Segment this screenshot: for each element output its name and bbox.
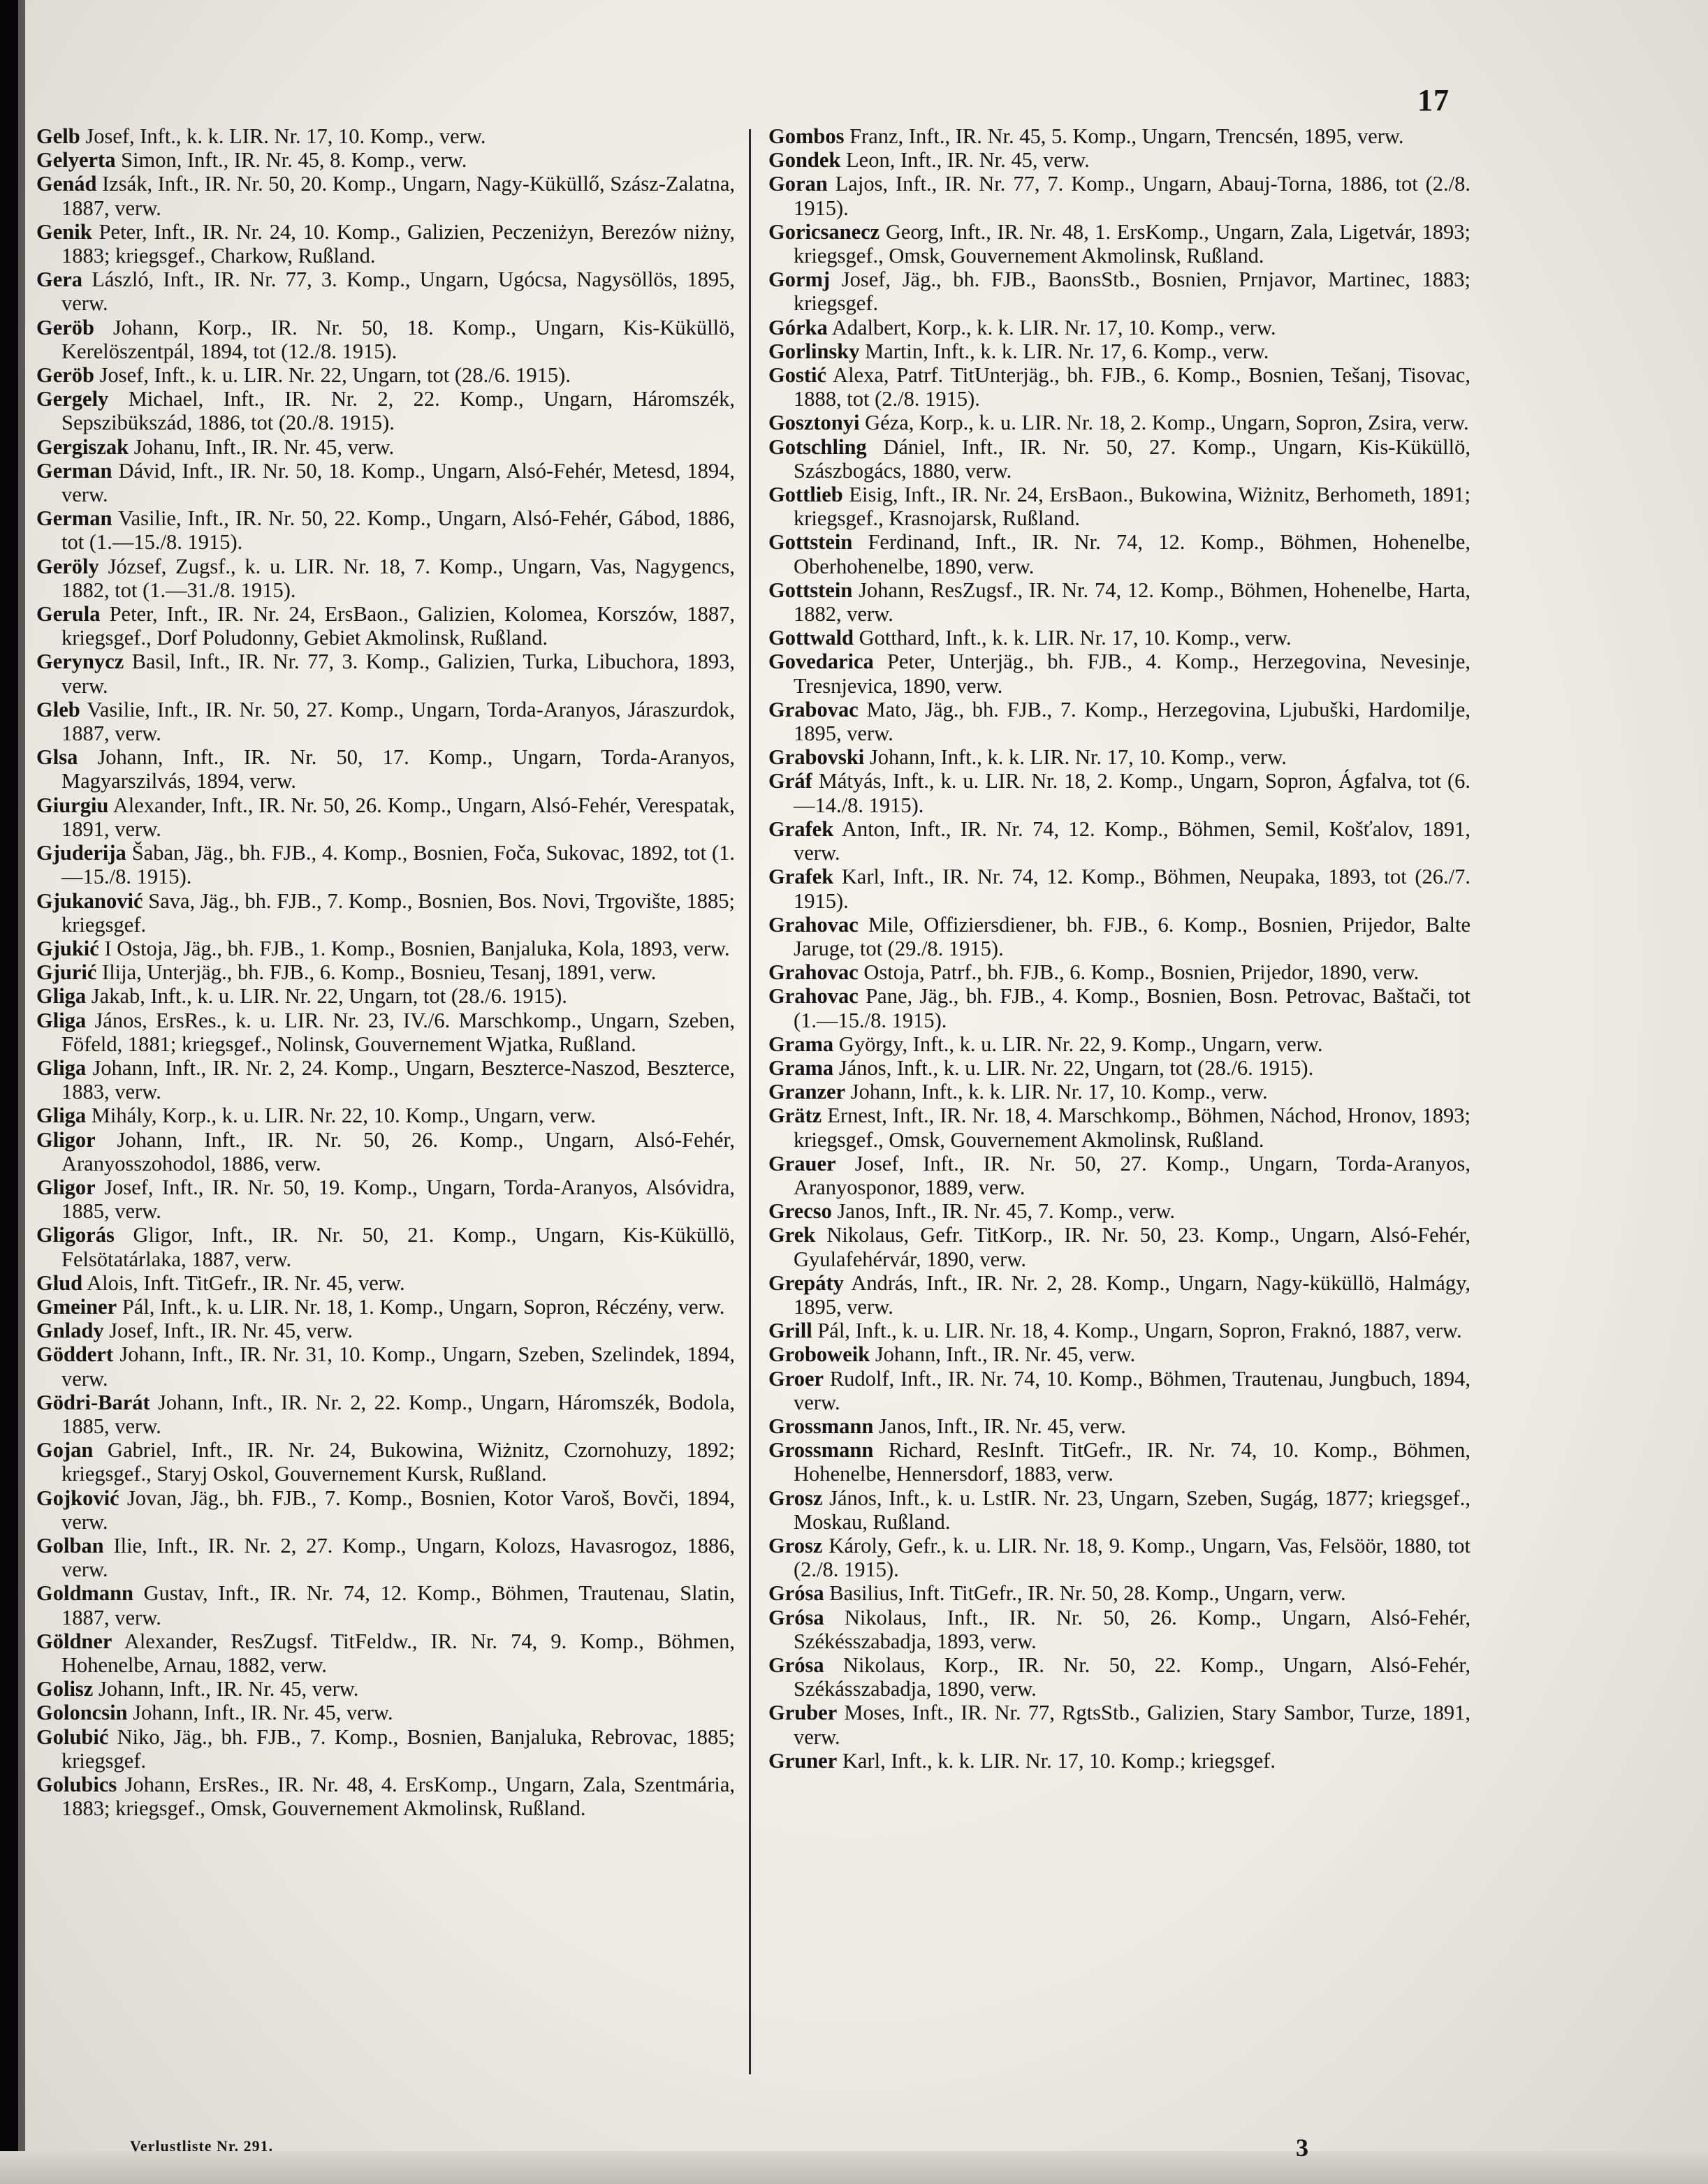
entry-details: Adalbert, Korp., k. k. LIR. Nr. 17, 10. Komp., verw. xyxy=(831,315,1276,339)
casualty-entry xyxy=(768,267,1470,315)
entry-surname: Goran xyxy=(768,172,828,196)
casualty-entry xyxy=(768,1056,1470,1080)
casualty-entry xyxy=(36,1319,735,1342)
entry-details: Basilius, Inft. TitGefr., IR. Nr. 50, 28. Komp., Ungarn, verw. xyxy=(829,1581,1346,1606)
entry-details: Lajos, Inft., IR. Nr. 77, 7. Komp., Ungarn, Abauj-Torna, 1886, tot (2./8. 1915). xyxy=(794,172,1470,220)
casualty-entry xyxy=(36,1056,735,1104)
entry-surname: Gruber xyxy=(768,1701,838,1725)
casualty-entry xyxy=(768,435,1470,483)
entry-details: Gustav, Inft., IR. Nr. 74, 12. Komp., Böhmen, Trautenau, Slatin, 1887, verw. xyxy=(61,1581,735,1629)
entry-surname: Govedarica xyxy=(768,650,874,674)
entry-surname: Gondek xyxy=(768,148,841,173)
casualty-entry xyxy=(768,578,1470,626)
entry-surname: Goricsanecz xyxy=(768,219,880,244)
entry-surname: Grabovac xyxy=(768,697,859,721)
entry-details: Jakab, Inft., k. u. LIR. Nr. 22, Ungarn, tot (28./6. 1915). xyxy=(91,984,567,1009)
casualty-entry xyxy=(36,889,735,937)
entry-surname: Grill xyxy=(768,1319,812,1343)
entry-surname: Gojković xyxy=(36,1486,119,1510)
casualty-entry xyxy=(768,220,1470,267)
entry-surname: Grahovac xyxy=(768,960,859,985)
casualty-entry xyxy=(768,960,1470,984)
casualty-entry xyxy=(768,1414,1470,1438)
entry-details: Ilie, Inft., IR. Nr. 2, 27. Komp., Ungarn, Kolozs, Havasrogoz, 1886, verw. xyxy=(61,1533,735,1582)
casualty-entry xyxy=(768,698,1470,745)
entry-details: Johann, Korp., IR. Nr. 50, 18. Komp., Ungarn, Kis-Küküllö, Kerelöszentpál, 1894, tot (12./8. 1915). xyxy=(61,315,736,363)
casualty-entry xyxy=(768,1080,1470,1104)
entry-surname: Groboweik xyxy=(768,1342,870,1367)
entry-surname: Gelb xyxy=(36,124,80,148)
casualty-entry xyxy=(768,316,1470,339)
casualty-entry xyxy=(768,363,1470,411)
entry-surname: Gormj xyxy=(768,267,831,292)
entry-surname: Gergiszak xyxy=(36,434,129,459)
entry-details: Basil, Inft., IR. Nr. 77, 3. Komp., Galizien, Turka, Libuchora, 1893, verw. xyxy=(61,650,735,698)
entry-details: Johann, Inft., IR. Nr. 2, 24. Komp., Ungarn, Beszterce-Naszod, Beszterce, 1883, verw. xyxy=(61,1055,735,1104)
casualty-entry xyxy=(768,172,1470,219)
entry-surname: Gjuderija xyxy=(36,841,126,865)
casualty-entry xyxy=(36,267,735,315)
entry-details: Rudolf, Inft., IR. Nr. 74, 10. Komp., Böhmen, Trautenau, Jungbuch, 1894, verw. xyxy=(794,1366,1470,1414)
entry-surname: Gostić xyxy=(768,363,827,388)
entry-details: Johann, ResZugsf., IR. Nr. 74, 12. Komp., Böhmen, Hohenelbe, Harta, 1882, verw. xyxy=(794,578,1470,626)
casualty-entry xyxy=(36,960,735,984)
entry-surname: Grauer xyxy=(768,1151,836,1175)
casualty-entry xyxy=(768,865,1470,912)
entry-details: Johann, Inft., IR. Nr. 31, 10. Komp., Ungarn, Szeben, Szelindek, 1894, verw. xyxy=(61,1342,735,1391)
entry-surname: Gelyerta xyxy=(36,148,116,173)
entry-details: Ilija, Unterjäg., bh. FJB., 6. Komp., Bosnieu, Tesanj, 1891, verw. xyxy=(102,960,657,985)
entry-details: Michael, Inft., IR. Nr. 2, 22. Komp., Ungarn, Háromszék, Sepszibükszád, 1886, tot (20./8. 1915). xyxy=(61,387,736,435)
casualty-entry xyxy=(36,1223,735,1270)
casualty-entry xyxy=(36,124,735,148)
entry-details: András, Inft., IR. Nr. 2, 28. Komp., Ungarn, Nagy-küküllö, Halmágy, 1895, verw. xyxy=(794,1270,1470,1319)
entry-details: Johann, Inft., IR. Nr. 2, 22. Komp., Ungarn, Háromszék, Bodola, 1885, verw. xyxy=(61,1390,735,1438)
entry-details: Dávid, Inft., IR. Nr. 50, 18. Komp., Ungarn, Alsó-Fehér, Metesd, 1894, verw. xyxy=(61,458,736,507)
casualty-entry xyxy=(768,148,1470,172)
entry-details: Peter, Inft., IR. Nr. 24, 10. Komp., Galizien, Peczeniżyn, Berezów niżny, 1883; kriegsgef., Charkow, Rußland. xyxy=(61,219,735,268)
casualty-entry xyxy=(768,1486,1470,1534)
entry-surname: Genik xyxy=(36,219,92,244)
casualty-entry xyxy=(36,1677,735,1701)
scan-border-bottom xyxy=(0,2151,1708,2184)
entry-details: I Ostoja, Jäg., bh. FJB., 1. Komp., Bosnien, Banjaluka, Kola, 1893, verw. xyxy=(104,936,730,960)
casualty-entry xyxy=(36,1581,735,1629)
casualty-entry xyxy=(768,769,1470,816)
casualty-entry xyxy=(768,411,1470,434)
entry-surname: Gligorás xyxy=(36,1223,115,1247)
entry-details: Pane, Jäg., bh. FJB., 4. Komp., Bosnien, Bosn. Petrovac, Baštači, tot (1.—15./8. 1915). xyxy=(794,984,1470,1032)
entry-surname: Grossmann xyxy=(768,1414,874,1438)
casualty-entry xyxy=(768,1319,1470,1342)
entry-details: Anton, Inft., IR. Nr. 74, 12. Komp., Böhmen, Semil, Košťalov, 1891, verw. xyxy=(794,816,1470,865)
entry-details: Niko, Jäg., bh. FJB., 7. Komp., Bosnien, Banjaluka, Rebrovac, 1885; kriegsgef. xyxy=(61,1724,736,1773)
entry-details: József, Zugsf., k. u. LIR. Nr. 18, 7. Komp., Ungarn, Vas, Nagygencs, 1882, tot (1.—31./8. 1915). xyxy=(61,554,735,602)
entry-details: Josef, Inft., IR. Nr. 45, verw. xyxy=(109,1319,353,1343)
entry-details: Šaban, Jäg., bh. FJB., 4. Komp., Bosnien, Foča, Sukovac, 1892, tot (1.—15./8. 1915). xyxy=(61,841,735,889)
casualty-entry xyxy=(768,1606,1470,1653)
entry-details: Gotthard, Inft., k. k. LIR. Nr. 17, 10. Komp., verw. xyxy=(859,626,1292,650)
entry-details: Johann, Inft., IR. Nr. 45, verw. xyxy=(98,1677,359,1701)
entry-details: Georg, Inft., IR. Nr. 48, 1. ErsKomp., Ungarn, Zala, Ligetvár, 1893; kriegsgef., Omsk, Gouvernement Akmolinsk, Rußland. xyxy=(794,219,1471,268)
casualty-entry xyxy=(36,506,735,554)
entry-surname: Gotschling xyxy=(768,434,867,459)
casualty-entry xyxy=(768,1367,1470,1414)
entry-surname: Geröb xyxy=(36,363,95,388)
entry-details: Moses, Inft., IR. Nr. 77, RgtsStb., Galizien, Stary Sambor, Turze, 1891, verw. xyxy=(794,1701,1471,1749)
casualty-entry xyxy=(36,1009,735,1056)
entry-surname: Grósa xyxy=(768,1605,824,1629)
entry-surname: Gombos xyxy=(768,124,845,148)
entry-surname: Gödri-Barát xyxy=(36,1390,150,1414)
entry-surname: Göldner xyxy=(36,1629,112,1653)
entry-surname: Grósa xyxy=(768,1653,824,1677)
entry-surname: Glsa xyxy=(36,745,78,770)
casualty-entry xyxy=(768,745,1470,769)
casualty-entry xyxy=(768,984,1470,1032)
entry-surname: Grabovski xyxy=(768,745,865,770)
casualty-entry xyxy=(36,1128,735,1175)
page-number: 17 xyxy=(1417,83,1450,117)
casualty-entry xyxy=(36,1773,735,1820)
casualty-entry xyxy=(768,1581,1470,1605)
entry-surname: Gmeiner xyxy=(36,1294,117,1319)
entry-details: János, Inft., k. u. LIR. Nr. 22, Ungarn, tot (28./6. 1915). xyxy=(838,1055,1314,1080)
casualty-entry xyxy=(768,530,1470,578)
entry-details: Johann, Inft., IR. Nr. 50, 17. Komp., Ungarn, Torda-Aranyos, Magyarszilvás, 1894, verw. xyxy=(61,745,735,793)
entry-details: Gligor, Inft., IR. Nr. 50, 21. Komp., Ungarn, Kis-Küküllö, Felsötatárlaka, 1887, verw. xyxy=(61,1223,735,1271)
casualty-entry xyxy=(768,1223,1470,1270)
casualty-entry xyxy=(768,913,1470,960)
entry-details: Sava, Jäg., bh. FJB., 7. Komp., Bosnien, Bos. Novi, Trgovište, 1885; kriegsgef. xyxy=(61,888,736,937)
casualty-entry xyxy=(768,1749,1470,1773)
casualty-entry xyxy=(36,698,735,745)
entry-surname: Gliga xyxy=(36,1104,87,1128)
casualty-entry xyxy=(768,1104,1470,1151)
entry-surname: Grahovac xyxy=(768,912,859,937)
scan-border-shadow xyxy=(18,0,25,2184)
entry-details: Peter, Inft., IR. Nr. 24, ErsBaon., Galizien, Kolomea, Korszów, 1887, kriegsgef., Dorf Poludonny, Gebiet Akmolinsk, Rußland. xyxy=(61,602,736,650)
right-column xyxy=(768,124,1470,1773)
entry-details: Pál, Inft., k. u. LIR. Nr. 18, 1. Komp., Ungarn, Sopron, Réczény, verw. xyxy=(122,1294,725,1319)
entry-surname: Grek xyxy=(768,1223,816,1247)
casualty-entry xyxy=(768,1701,1470,1748)
entry-surname: Groer xyxy=(768,1366,824,1391)
entry-surname: Gottstein xyxy=(768,578,853,602)
entry-details: Géza, Korp., k. u. LIR. Nr. 18, 2. Komp., Ungarn, Sopron, Zsira, verw. xyxy=(865,411,1469,435)
entry-surname: Goloncsin xyxy=(36,1701,128,1725)
entry-surname: Grama xyxy=(768,1032,834,1056)
entry-surname: Gliga xyxy=(36,1008,87,1032)
casualty-entry xyxy=(36,1534,735,1581)
entry-details: Vasilie, Inft., IR. Nr. 50, 22. Komp., Ungarn, Alsó-Fehér, Gábod, 1886, tot (1.—15./8. 1915). xyxy=(61,506,736,555)
entry-surname: Geröb xyxy=(36,315,95,339)
casualty-entry xyxy=(36,220,735,267)
entry-details: Janos, Inft., IR. Nr. 45, verw. xyxy=(878,1414,1126,1438)
entry-details: Nikolaus, Korp., IR. Nr. 50, 22. Komp., Ungarn, Alsó-Fehér, Székásszabadja, 1890, verw. xyxy=(794,1653,1470,1701)
entry-surname: Gojan xyxy=(36,1438,94,1463)
casualty-entry xyxy=(768,124,1470,148)
entry-surname: Gráf xyxy=(768,769,812,793)
casualty-entry xyxy=(768,1653,1470,1701)
entry-details: Ostoja, Patrf., bh. FJB., 6. Komp., Bosnien, Prijedor, 1890, verw. xyxy=(863,960,1419,985)
entry-details: Ferdinand, Inft., IR. Nr. 74, 12. Komp., Böhmen, Hohenelbe, Oberhohenelbe, 1890, verw. xyxy=(794,530,1470,578)
casualty-entry xyxy=(36,148,735,172)
entry-surname: Gjukanović xyxy=(36,888,143,913)
entry-details: György, Inft., k. u. LIR. Nr. 22, 9. Komp., Ungarn, verw. xyxy=(838,1032,1323,1056)
entry-details: Josef, Inft., k. k. LIR. Nr. 17, 10. Komp., verw. xyxy=(85,124,486,148)
entry-surname: Gergely xyxy=(36,387,109,411)
entry-details: Mato, Jäg., bh. FJB., 7. Komp., Herzegovina, Ljubuški, Hardomilje, 1895, verw. xyxy=(794,697,1471,746)
entry-details: Karl, Inft., IR. Nr. 74, 12. Komp., Böhmen, Neupaka, 1893, tot (26./7. 1915). xyxy=(794,865,1470,913)
entry-surname: Grósa xyxy=(768,1581,824,1606)
entry-surname: Gorlinsky xyxy=(768,339,860,363)
casualty-entry xyxy=(36,650,735,697)
casualty-entry xyxy=(36,1391,735,1438)
entry-details: Johann, Inft., IR. Nr. 45, verw. xyxy=(875,1342,1136,1367)
entry-surname: Genád xyxy=(36,172,97,196)
entry-details: Vasilie, Inft., IR. Nr. 50, 27. Komp., Ungarn, Torda-Aranyos, Járaszurdok, 1887, verw. xyxy=(61,697,736,746)
entry-details: Martin, Inft., k. k. LIR. Nr. 17, 6. Komp., verw. xyxy=(865,339,1269,363)
casualty-entry xyxy=(768,1342,1470,1366)
entry-details: Ernest, Inft., IR. Nr. 18, 4. Marschkomp., Böhmen, Náchod, Hronov, 1893; kriegsgef., Omsk, Gouvernement Akmolinsk, Rußland. xyxy=(794,1104,1471,1152)
entry-surname: Gliga xyxy=(36,1055,87,1080)
entry-details: Gabriel, Inft., IR. Nr. 24, Bukowina, Wiżnitz, Czornohuzy, 1892; kriegsgef., Staryj Oskol, Gouvernement Kursk, Rußland. xyxy=(61,1438,735,1486)
casualty-entry xyxy=(36,1725,735,1773)
entry-surname: Grosz xyxy=(768,1486,823,1510)
entry-surname: Gleb xyxy=(36,697,80,721)
entry-surname: Grepáty xyxy=(768,1270,844,1295)
entry-details: János, Inft., k. u. LstIR. Nr. 23, Ungarn, Szeben, Sugág, 1877; kriegsgef., Moskau, Rußland. xyxy=(794,1486,1470,1534)
entry-surname: Grossmann xyxy=(768,1438,874,1463)
entry-surname: Goldmann xyxy=(36,1581,133,1606)
entry-surname: Gera xyxy=(36,267,83,292)
entry-details: Mile, Offiziersdiener, bh. FJB., 6. Komp., Bosnien, Prijedor, Balte Jaruge, tot (29./8. 1915). xyxy=(794,912,1471,960)
entry-surname: Geröly xyxy=(36,554,99,578)
casualty-entry xyxy=(36,1438,735,1486)
entry-surname: Gruner xyxy=(768,1748,838,1773)
casualty-entry xyxy=(768,339,1470,363)
entry-surname: Gjukić xyxy=(36,936,99,960)
casualty-entry xyxy=(36,1342,735,1390)
casualty-entry xyxy=(768,1271,1470,1319)
entry-surname: Grecso xyxy=(768,1199,832,1224)
casualty-entry xyxy=(36,602,735,650)
casualty-entry xyxy=(36,745,735,793)
entry-surname: Golubić xyxy=(36,1724,109,1749)
entry-details: Eisig, Inft., IR. Nr. 24, ErsBaon., Bukowina, Wiżnitz, Berhometh, 1891; kriegsgef., Krasnojarsk, Rußland. xyxy=(794,483,1471,531)
entry-details: Franz, Inft., IR. Nr. 45, 5. Komp., Ungarn, Trencsén, 1895, verw. xyxy=(849,124,1404,148)
entry-details: Janos, Inft., IR. Nr. 45, 7. Komp., verw. xyxy=(837,1199,1175,1224)
footer-sheet-number: 3 xyxy=(1296,2134,1308,2162)
column-divider xyxy=(749,129,751,2074)
entry-details: Simon, Inft., IR. Nr. 45, 8. Komp., verw. xyxy=(121,148,467,173)
casualty-entry xyxy=(36,387,735,434)
entry-details: Alexander, ResZugsf. TitFeldw., IR. Nr. 74, 9. Komp., Böhmen, Hohenelbe, Arnau, 1882, verw. xyxy=(61,1629,735,1677)
entry-surname: Gosztonyi xyxy=(768,411,860,435)
entry-details: János, ErsRes., k. u. LIR. Nr. 23, IV./6. Marschkomp., Ungarn, Szeben, Föfeld, 1881; kriegsgef., Nolinsk, Gouvernement Wjatka, Rußland. xyxy=(61,1008,736,1056)
entry-details: Josef, Jäg., bh. FJB., BaonsStb., Bosnien, Prnjavor, Martinec, 1883; kriegsgef. xyxy=(794,267,1470,316)
entry-details: Pál, Inft., k. u. LIR. Nr. 18, 4. Komp., Ungarn, Sopron, Fraknó, 1887, verw. xyxy=(817,1319,1462,1343)
entry-surname: Gliga xyxy=(36,984,87,1009)
entry-details: Alois, Inft. TitGefr., IR. Nr. 45, verw. xyxy=(87,1270,405,1295)
entry-details: Johann, Inft., IR. Nr. 45, verw. xyxy=(133,1701,393,1725)
entry-details: Johann, Inft., k. k. LIR. Nr. 17, 10. Komp., verw. xyxy=(850,1080,1268,1104)
entry-surname: Golubics xyxy=(36,1773,117,1797)
entry-surname: Gerynycz xyxy=(36,650,124,674)
entry-surname: Gottwald xyxy=(768,626,854,650)
entry-surname: Grafek xyxy=(768,865,834,889)
entry-surname: Giurgiu xyxy=(36,793,109,817)
entry-details: Josef, Inft., IR. Nr. 50, 27. Komp., Ungarn, Torda-Aranyos, Aranyosponor, 1889, verw. xyxy=(794,1151,1470,1199)
entry-surname: Górka xyxy=(768,315,828,339)
casualty-entry xyxy=(36,1271,735,1295)
casualty-entry xyxy=(36,435,735,459)
casualty-entry xyxy=(36,172,735,219)
casualty-entry xyxy=(768,483,1470,530)
casualty-entry xyxy=(36,555,735,602)
casualty-entry xyxy=(36,363,735,387)
entry-details: Peter, Unterjäg., bh. FJB., 4. Komp., Herzegovina, Nevesinje, Tresnjevica, 1890, verw. xyxy=(794,650,1470,698)
casualty-entry xyxy=(36,1295,735,1319)
casualty-entry xyxy=(36,1629,735,1677)
entry-details: Johanu, Inft., IR. Nr. 45, verw. xyxy=(133,434,395,459)
entry-details: Johann, Inft., k. k. LIR. Nr. 17, 10. Komp., verw. xyxy=(869,745,1287,770)
entry-details: László, Inft., IR. Nr. 77, 3. Komp., Ungarn, Ugócsa, Nagysöllös, 1895, verw. xyxy=(61,267,736,316)
casualty-entry xyxy=(768,1438,1470,1486)
casualty-entry xyxy=(36,1104,735,1127)
casualty-entry xyxy=(36,1175,735,1223)
entry-details: Josef, Inft., k. u. LIR. Nr. 22, Ungarn, tot (28./6. 1915). xyxy=(99,363,571,388)
footer-issue-label: Verlustliste Nr. 291. xyxy=(130,2137,274,2155)
casualty-entry xyxy=(36,316,735,363)
casualty-entry xyxy=(36,841,735,888)
casualty-entry xyxy=(768,650,1470,697)
casualty-entry xyxy=(768,817,1470,865)
left-column xyxy=(36,124,735,1820)
casualty-entry xyxy=(36,793,735,841)
casualty-entry xyxy=(36,937,735,960)
entry-surname: Golban xyxy=(36,1533,104,1558)
entry-surname: Grafek xyxy=(768,816,834,841)
casualty-entry xyxy=(768,626,1470,650)
casualty-entry xyxy=(36,984,735,1008)
entry-details: Izsák, Inft., IR. Nr. 50, 20. Komp., Ungarn, Nagy-Küküllő, Szász-Zalatna, 1887, verw. xyxy=(61,172,735,220)
entry-details: Dániel, Inft., IR. Nr. 50, 27. Komp., Ungarn, Kis-Küküllö, Szászbogács, 1880, verw. xyxy=(794,434,1470,483)
entry-surname: Gjurić xyxy=(36,960,97,985)
entry-details: Mihály, Korp., k. u. LIR. Nr. 22, 10. Komp., Ungarn, verw. xyxy=(91,1104,596,1128)
entry-surname: Glud xyxy=(36,1270,83,1295)
casualty-entry xyxy=(768,1534,1470,1581)
entry-details: Jovan, Jäg., bh. FJB., 7. Komp., Bosnien, Kotor Varoš, Bovči, 1894, verw. xyxy=(61,1486,735,1534)
entry-surname: German xyxy=(36,506,112,531)
casualty-entry xyxy=(36,459,735,506)
entry-surname: Gligor xyxy=(36,1175,96,1199)
entry-surname: Göddert xyxy=(36,1342,114,1367)
entry-details: Alexa, Patrf. TitUnterjäg., bh. FJB., 6. Komp., Bosnien, Tešanj, Tisovac, 1888, tot (2./8. 1915). xyxy=(794,363,1470,411)
casualty-entry xyxy=(768,1032,1470,1056)
casualty-entry xyxy=(36,1701,735,1724)
entry-details: Johann, ErsRes., IR. Nr. 48, 4. ErsKomp., Ungarn, Zala, Szentmária, 1883; kriegsgef., Omsk, Gouvernement Akmolinsk, Rußland. xyxy=(61,1773,736,1821)
entry-surname: Grätz xyxy=(768,1104,822,1128)
entry-surname: Gottlieb xyxy=(768,483,843,507)
entry-surname: Granzer xyxy=(768,1080,846,1104)
entry-details: Josef, Inft., IR. Nr. 50, 19. Komp., Ungarn, Torda-Aranyos, Alsóvidra, 1885, verw. xyxy=(61,1175,736,1224)
entry-details: Károly, Gefr., k. u. LIR. Nr. 18, 9. Komp., Ungarn, Vas, Felsöör, 1880, tot (2./8. 1915). xyxy=(794,1533,1470,1582)
entry-surname: Gerula xyxy=(36,602,101,626)
casualty-entry xyxy=(768,1152,1470,1199)
scan-border-left xyxy=(0,0,18,2184)
entry-surname: Grahovac xyxy=(768,984,859,1009)
entry-surname: Grama xyxy=(768,1055,834,1080)
entry-surname: German xyxy=(36,458,112,483)
entry-surname: Gottstein xyxy=(768,530,853,555)
entry-surname: Grosz xyxy=(768,1533,823,1558)
entry-details: Nikolaus, Inft., IR. Nr. 50, 26. Komp., Ungarn, Alsó-Fehér, Székésszabadja, 1893, verw. xyxy=(794,1605,1470,1653)
entry-details: Karl, Inft., k. k. LIR. Nr. 17, 10. Komp.; kriegsgef. xyxy=(842,1748,1276,1773)
entry-details: Nikolaus, Gefr. TitKorp., IR. Nr. 50, 23. Komp., Ungarn, Alsó-Fehér, Gyulafehérvár, 1890, verw. xyxy=(794,1223,1471,1271)
entry-details: Mátyás, Inft., k. u. LIR. Nr. 18, 2. Komp., Ungarn, Sopron, Ágfalva, tot (6.—14./8. 1915). xyxy=(794,769,1470,817)
entry-surname: Gnlady xyxy=(36,1319,104,1343)
entry-surname: Golisz xyxy=(36,1677,94,1701)
casualty-entry xyxy=(36,1486,735,1534)
entry-details: Johann, Inft., IR. Nr. 50, 26. Komp., Ungarn, Alsó-Fehér, Aranyosszohodol, 1886, verw. xyxy=(61,1127,736,1175)
entry-details: Leon, Inft., IR. Nr. 45, verw. xyxy=(846,148,1090,173)
casualty-entry xyxy=(768,1199,1470,1223)
entry-details: Alexander, Inft., IR. Nr. 50, 26. Komp., Ungarn, Alsó-Fehér, Verespatak, 1891, verw. xyxy=(61,793,735,841)
entry-details: Richard, ResInft. TitGefr., IR. Nr. 74, 10. Komp., Böhmen, Hohenelbe, Hennersdorf, 1883, verw. xyxy=(794,1438,1470,1486)
entry-surname: Gligor xyxy=(36,1127,96,1152)
